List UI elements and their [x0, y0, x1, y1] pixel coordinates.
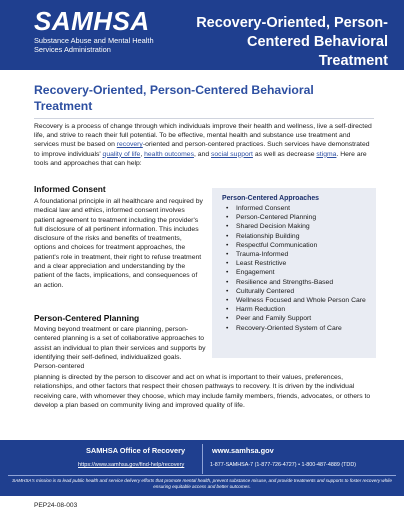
- person-centered-text-narrow: Moving beyond treatment or care planning, person-centered planning is a set of collaborative approaches to assist an individual to plan their services and supports by identifying their self-defined, individualized goals. Person-centered: [34, 326, 206, 371]
- approach-item: [222, 213, 368, 222]
- approach-label: Resilience and Strengths-Based: [236, 278, 334, 286]
- bullet-icon: •: [226, 278, 229, 286]
- logo-subtitle: Substance Abuse and Mental Health Services Administration: [34, 36, 154, 54]
- bullet-icon: •: [226, 251, 229, 259]
- approach-item: [222, 241, 368, 250]
- person-centered-text-wide: planning is directed by the person to discover and act on what is important to their values, preferences, relationships, and other factors that respect their chosen pathways to recovery. It is driven by the individual receiving care, with whomever they choose, which may include family members, friends, advocates, or others to develop a plan based on community living and improved quality of life.: [34, 374, 371, 409]
- approach-label: Trauma-Informed: [236, 251, 289, 259]
- approach-item: [222, 296, 368, 305]
- bullet-icon: •: [226, 223, 229, 231]
- footer-rule: [8, 475, 396, 476]
- logo-wordmark: SAMHSA: [34, 6, 150, 36]
- approach-label: Shared Decision Making: [236, 223, 310, 231]
- publication-id: PEP24-08-003: [34, 502, 78, 509]
- informed-consent-text: A foundational principle in all healthcare and required by medical law and ethics, informed consent involves patient agreement to treatment including the provider's full disclosure of all pertinent information. This includes disclosure of the risks and benefits of treatments, options and choices for treatment approaches, the patient's role in treatment, their right to refuse treatment and a clear appreciation and understanding by the patient of the facts, implications, and consequences of an action.: [34, 198, 203, 289]
- approach-item: [222, 222, 368, 231]
- bullet-icon: •: [226, 306, 229, 314]
- title-divider: [34, 118, 374, 119]
- recovery-link[interactable]: recovery: [116, 141, 143, 149]
- approach-item: [222, 268, 368, 277]
- person-centered-heading: Person-Centered Planning: [34, 313, 140, 323]
- quality-of-life-link[interactable]: quality of life: [102, 150, 141, 158]
- approach-label: Wellness Focused and Whole Person Care: [236, 297, 366, 305]
- bullet-icon: •: [226, 269, 229, 277]
- approach-item: [222, 250, 368, 259]
- stigma-link[interactable]: stigma: [316, 150, 337, 158]
- health-outcomes-link[interactable]: health outcomes: [144, 150, 194, 158]
- approach-label: Harm Reduction: [236, 306, 286, 314]
- mission-statement: SAMHSA's mission is to lead public health and service delivery efforts that promote mental health, prevent substance misuse, and provide treatments and supports to foster recovery while ensuring equitable access and better outcomes.: [12, 478, 392, 489]
- approach-item: [222, 232, 368, 241]
- approach-label: Least Restrictive: [236, 260, 287, 268]
- social-support-link[interactable]: social support: [211, 150, 253, 158]
- office-of-recovery-label: SAMHSA Office of Recovery: [86, 446, 186, 455]
- bullet-icon: •: [226, 324, 229, 332]
- approach-item: [222, 278, 368, 287]
- bullet-icon: •: [226, 214, 229, 222]
- footer-banner: [0, 440, 404, 496]
- approach-item: [222, 314, 368, 323]
- bullet-icon: •: [226, 260, 229, 268]
- intro-paragraph: Recovery is a process of change through which individuals improve their health and wellness, live a self-directed life, and strive to reach their full potential. To be effective, mental health and substance use treatment and services must be based on recovery-oriented and person-centered practices. Such services have demonstrated to improve individuals' quality of life, health outcomes, and social support as well as decrease stigma. Here are tools and approaches that can help:: [34, 123, 372, 167]
- footer-divider: [202, 444, 203, 474]
- samhsa-logo: [34, 8, 174, 54]
- bullet-icon: •: [226, 232, 229, 240]
- bullet-icon: •: [226, 287, 229, 295]
- website-link[interactable]: www.samhsa.gov: [212, 446, 274, 455]
- bullet-icon: •: [226, 315, 229, 323]
- header-banner: [0, 0, 404, 70]
- approach-label: Recovery-Oriented System of Care: [236, 324, 342, 332]
- approach-label: Respectful Communication: [236, 241, 318, 249]
- approach-label: Informed Consent: [236, 205, 291, 212]
- approaches-list: [222, 204, 368, 333]
- approach-item: [222, 204, 368, 213]
- helpline-numbers: 1-877-SAMHSA-7 (1-877-726-4727) • 1-800-487-4889 (TDD): [210, 462, 357, 468]
- recovery-url-link[interactable]: https://www.samhsa.gov/find-help/recovery: [78, 462, 185, 468]
- approach-label: Culturally Centered: [236, 287, 295, 295]
- informed-consent-heading: Informed Consent: [34, 184, 106, 194]
- approach-label: Peer and Family Support: [236, 315, 312, 323]
- bullet-icon: •: [226, 241, 229, 249]
- approach-item: [222, 324, 368, 333]
- bullet-icon: •: [226, 297, 229, 305]
- approach-label: Person-Centered Planning: [236, 214, 317, 222]
- bullet-icon: •: [226, 205, 229, 212]
- person-centered-approaches-box: [212, 188, 376, 358]
- approach-label: Engagement: [236, 269, 275, 277]
- approaches-title: Person-Centered Approaches: [222, 195, 320, 202]
- approach-label: Relationship Building: [236, 232, 300, 240]
- approach-item: [222, 259, 368, 268]
- approach-item: [222, 287, 368, 296]
- header-title: Recovery-Oriented, Person-Centered Behavioral Treatment: [196, 15, 388, 69]
- page-title: Recovery-Oriented, Person-Centered Behavioral Treatment: [34, 83, 314, 113]
- approach-item: [222, 305, 368, 314]
